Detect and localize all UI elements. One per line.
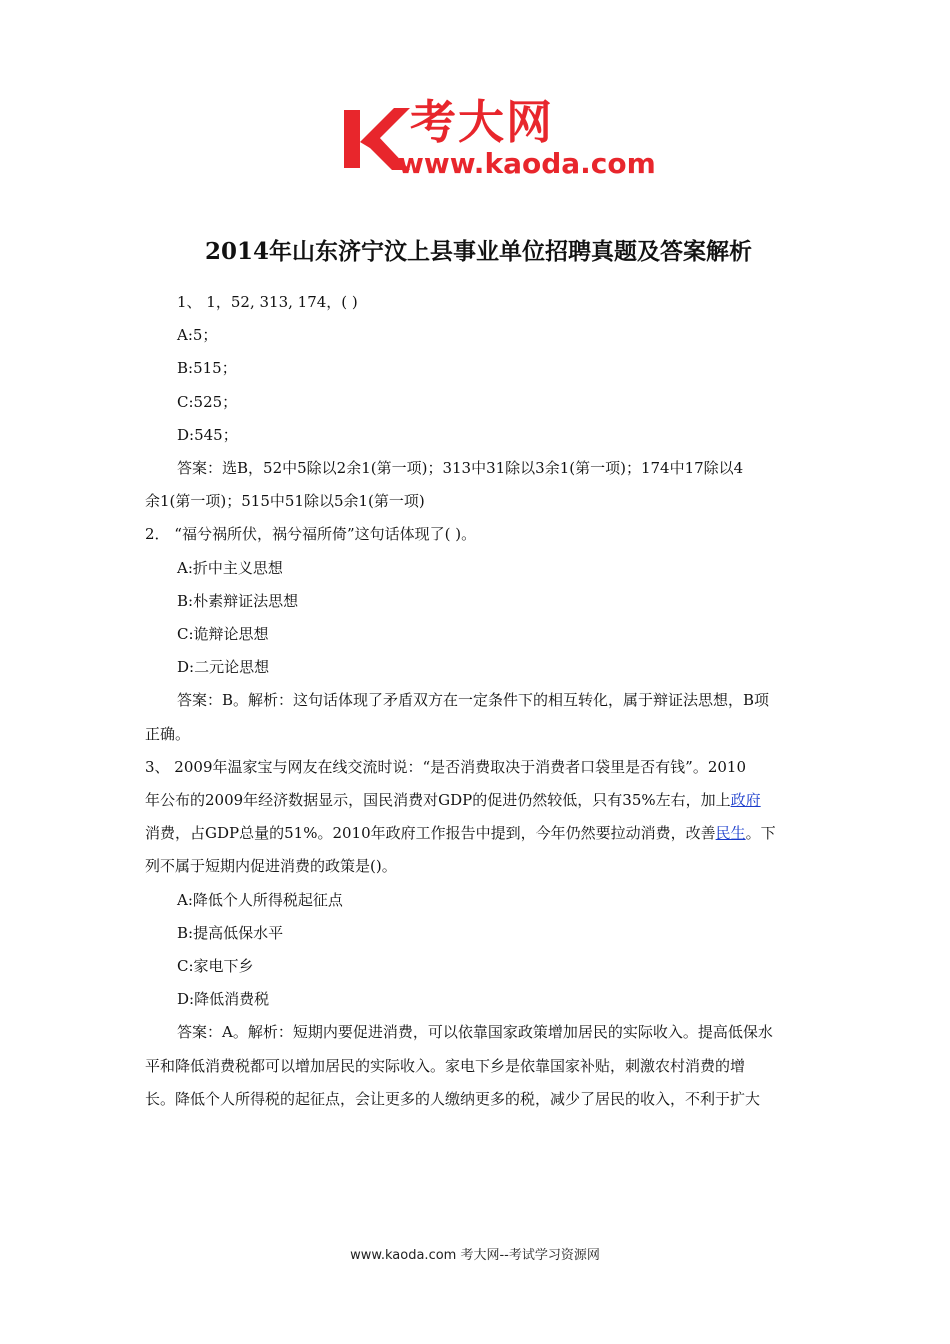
- q1-answer-line1: 答案：选B，52中5除以2余1(第一项)；313中31除以3余1(第一项)；174中17除以4: [177, 459, 744, 478]
- q3-stem-line3-text: 消费，占GDP总量的51%。2010年政府工作报告中提到，今年仍然要拉动消费，改善: [145, 824, 716, 843]
- q2-option-c: C:诡辩论思想: [177, 625, 269, 644]
- q1-option-b: B:515；: [177, 359, 237, 378]
- q3-stem-line4: 列不属于短期内促进消费的政策是()。: [145, 857, 397, 876]
- q1-option-a: A:5；: [177, 326, 218, 345]
- q2-stem: 2． “福兮祸所伏，祸兮福所倚”这句话体现了( )。: [145, 525, 477, 544]
- q3-option-d: D:降低消费税: [177, 990, 270, 1009]
- document-body: [145, 286, 810, 1116]
- logo-cn-text: 考大网: [410, 95, 554, 149]
- q2-answer-line1: 答案：B。解析：这句话体现了矛盾双方在一定条件下的相互转化，属于辩证法思想，B项: [177, 691, 770, 710]
- q2-option-d: D:二元论思想: [177, 658, 270, 677]
- page-title: 2014年山东济宁汶上县事业单位招聘真题及答案解析: [205, 238, 753, 265]
- q1-option-c: C:525；: [177, 392, 238, 411]
- q2-option-a: A:折中主义思想: [177, 558, 283, 577]
- q2-answer-line2: 正确。: [145, 724, 191, 743]
- logo-url-text: www.kaoda.com: [398, 147, 656, 180]
- q1-stem: 1、 1，52, 313, 174，( ): [177, 293, 358, 311]
- q3-answer-line2: 平和降低消费税都可以增加居民的实际收入。家电下乡是依靠国家补贴，刺激农村消费的增: [145, 1056, 746, 1075]
- q3-stem-line2: [145, 784, 810, 817]
- q2-option-b: B:朴素辩证法思想: [177, 591, 299, 610]
- q3-stem-line3: [145, 817, 810, 850]
- link-government[interactable]: 政府: [730, 791, 761, 810]
- page-footer: www.kaoda.com 考大网--考试学习资源网: [350, 1248, 600, 1263]
- q3-stem-line2-text: 年公布的2009年经济数据显示，国民消费对GDP的促进仍然较低，只有35%左右，加上: [145, 791, 731, 810]
- q1-answer-line2: 余1(第一项)；515中51除以5余1(第一项): [145, 492, 425, 511]
- q3-option-a: A:降低个人所得税起征点: [177, 890, 343, 909]
- q3-option-c: C:家电下乡: [177, 957, 254, 976]
- link-livelihood[interactable]: 民生: [715, 824, 746, 843]
- q3-stem-line3-tail: 。下: [745, 824, 776, 843]
- q3-option-b: B:提高低保水平: [177, 923, 284, 942]
- q3-answer-line1: 答案：A。解析：短期内要促进消费，可以依靠国家政策增加居民的实际收入。提高低保水: [177, 1023, 773, 1042]
- q3-answer-line3: 长。降低个人所得税的起征点，会让更多的人缴纳更多的税，减少了居民的收入，不利于扩大: [145, 1089, 761, 1108]
- q1-option-d: D:545；: [177, 425, 238, 444]
- q3-stem-line1: 3、 2009年温家宝与网友在线交流时说：“是否消费取决于消费者口袋里是否有钱”。2010: [145, 757, 746, 776]
- kaoda-logo: [340, 96, 670, 186]
